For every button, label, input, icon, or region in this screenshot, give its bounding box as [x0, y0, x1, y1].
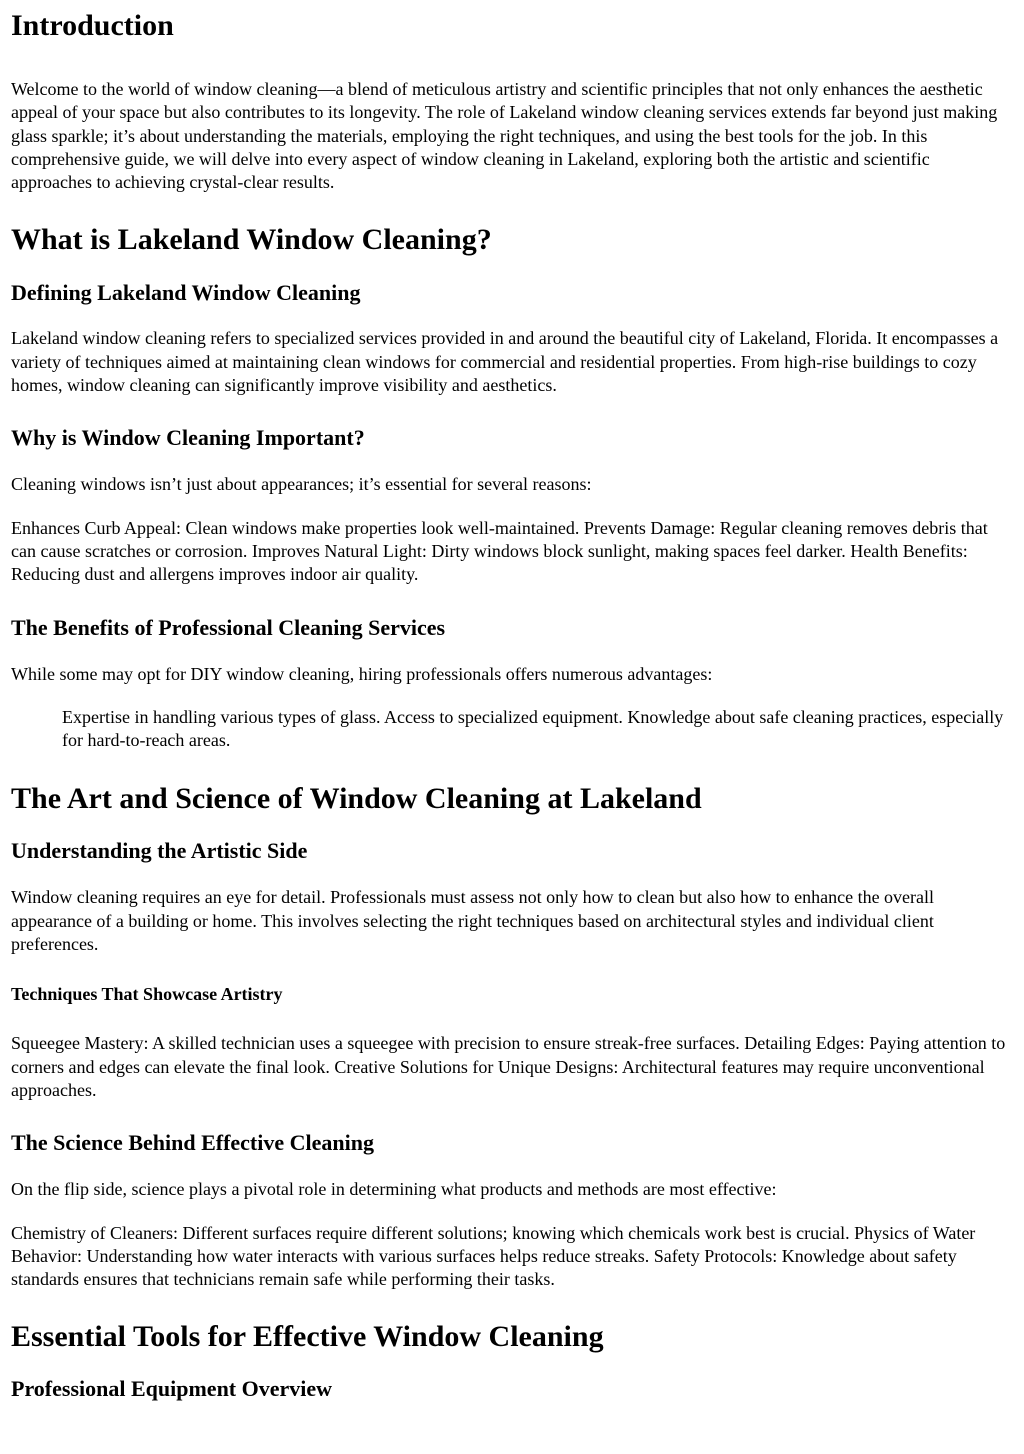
- paragraph-defining: Lakeland window cleaning refers to specialized services provided in and around the beautiful city of Lakeland, Florida. It encompasses a variety of techniques aimed at maintaining clean windows for commercial and residential properties. From high-rise buildings to cozy homes, window cleaning can significantly improve visibility and aesthetics.: [11, 328, 999, 396]
- heading-introduction: Introduction: [11, 9, 174, 42]
- heading-techniques-artistry: Techniques That Showcase Artistry: [11, 984, 283, 1005]
- heading-what-is-lakeland-window-cleaning: What is Lakeland Window Cleaning?: [11, 223, 492, 257]
- heading-artistic-side: Understanding the Artistic Side: [11, 838, 308, 864]
- paragraph-artistic: Window cleaning requires an eye for detail. Professionals must assess not only how to clean but also how to enhance the overall appearance of a building or home. This involves selecting the right techniques based on architectural styles and individual client preferences.: [11, 887, 935, 955]
- paragraph-science: On the flip side, science plays a pivotal role in determining what products and methods are most effective:: [11, 1179, 777, 1200]
- heading-science-behind-cleaning: The Science Behind Effective Cleaning: [11, 1130, 374, 1156]
- list-techniques: Squeegee Mastery: A skilled technician uses a squeegee with precision to ensure streak-free surfaces. Detailing Edges: Paying attention to corners and edges can elevate the final look. Creative Solutions for Unique Designs: Architectural features may require unconventional approaches.: [11, 1033, 1006, 1100]
- heading-why-window-cleaning-important: Why is Window Cleaning Important?: [11, 425, 365, 451]
- heading-professional-equipment: Professional Equipment Overview: [11, 1376, 333, 1402]
- paragraph-benefits: While some may opt for DIY window cleaning, hiring professionals offers numerous advantages:: [11, 663, 713, 684]
- list-advantages: Expertise in handling various types of glass. Access to specialized equipment. Knowledge about safe cleaning practices, especially for hard-to-reach areas.: [62, 706, 1004, 751]
- list-reasons: Enhances Curb Appeal: Clean windows make properties look well-maintained. Prevents Damage: Regular cleaning removes debris that can cause scratches or corrosion. Improves Natural Light: Dirty windows block sunlight, making spaces feel darker. Health Benefits: Reducing dust and allergens improves indoor air quality.: [11, 517, 988, 585]
- heading-essential-tools: Essential Tools for Effective Window Cleaning: [11, 1320, 604, 1354]
- list-science: Chemistry of Cleaners: Different surfaces require different solutions; knowing which chemicals work best is crucial. Physics of Water Behavior: Understanding how water interacts with various surfaces helps reduce streaks. Safety Protocols: Knowledge about safety standards ensures that technicians remain safe while performing their tasks.: [11, 1222, 976, 1290]
- paragraph-why: Cleaning windows isn’t just about appearances; it’s essential for several reasons:: [11, 474, 592, 495]
- paragraph-introduction: Welcome to the world of window cleaning—a blend of meticulous artistry and scientific principles that not only enhances the aesthetic appeal of your space but also contributes to its longevity. The role of Lakeland window cleaning services extends far beyond just making glass sparkle; it’s about understanding the materials, employing the right techniques, and using the best tools for the job. In this comprehensive guide, we will delve into every aspect of window cleaning in Lakeland, exploring both the artistic and scientific approaches to achieving crystal-clear results.: [11, 79, 998, 193]
- article: [0, 8, 1024, 1402]
- heading-benefits-professional-services: The Benefits of Professional Cleaning Services: [11, 614, 446, 640]
- heading-art-and-science: The Art and Science of Window Cleaning at Lakeland: [11, 782, 702, 816]
- heading-defining-lakeland-window-cleaning: Defining Lakeland Window Cleaning: [11, 280, 361, 306]
